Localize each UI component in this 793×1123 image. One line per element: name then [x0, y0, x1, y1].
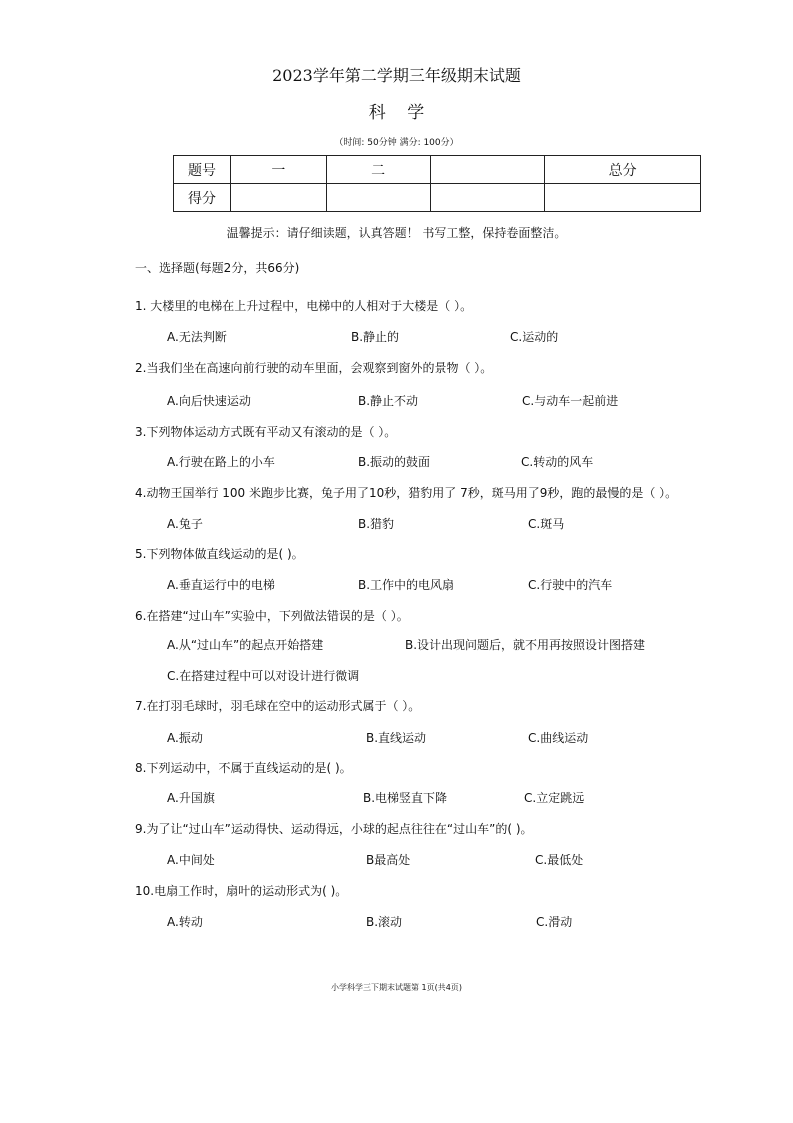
- question-text: 9.为了让“过山车”运动得快、运动得远，小球的起点往往在“过山车”的( )。: [135, 822, 533, 836]
- question-text: 1. 大楼里的电梯在上升过程中，电梯中的人相对于大楼是（ ）。: [135, 299, 473, 313]
- option-a[interactable]: A.振动: [167, 731, 203, 745]
- option-a[interactable]: A.转动: [167, 915, 203, 929]
- option-a[interactable]: A.从“过山车”的起点开始搭建: [167, 638, 324, 652]
- option-b[interactable]: B.直线运动: [366, 731, 427, 745]
- option-a[interactable]: A.兔子: [167, 517, 203, 531]
- question-text: 5.下列物体做直线运动的是( )。: [135, 547, 304, 561]
- score-cell: [430, 156, 545, 184]
- score-input-cell[interactable]: [430, 184, 545, 212]
- score-input-cell[interactable]: [230, 184, 326, 212]
- score-input-cell[interactable]: [326, 184, 430, 212]
- score-cell: 总分: [545, 156, 701, 184]
- score-table-score-row: [174, 184, 701, 212]
- page-footer: 小学科学三下期末试题第 1页(共4页): [331, 983, 462, 992]
- score-table: [173, 155, 701, 212]
- option-c[interactable]: C.最低处: [535, 853, 584, 867]
- score-cell: 一: [230, 156, 326, 184]
- question-text: 6.在搭建“过山车”实验中，下列做法错误的是（ ）。: [135, 609, 409, 623]
- score-cell: 题号: [174, 156, 231, 184]
- question-text: 4.动物王国举行 100 米跑步比赛，兔子用了10秒，猎豹用了 7秒，斑马用了9秒，跑的最慢的是（ ）。: [135, 486, 678, 500]
- score-input-cell[interactable]: [545, 184, 701, 212]
- exam-meta: （时间: 50分钟 满分: 100分）: [334, 138, 459, 148]
- option-c[interactable]: C.立定跳远: [524, 791, 585, 805]
- option-a[interactable]: A.向后快速运动: [167, 394, 251, 408]
- section-heading: 一、选择题(每题2分，共66分): [135, 261, 300, 275]
- question-text: 3.下列物体运动方式既有平动又有滚动的是（ ）。: [135, 425, 397, 439]
- question-text: 8.下列运动中，不属于直线运动的是( )。: [135, 761, 352, 775]
- option-a[interactable]: A.中间处: [167, 853, 215, 867]
- option-b[interactable]: B.静止的: [351, 330, 400, 344]
- question-text: 7.在打羽毛球时，羽毛球在空中的运动形式属于（ ）。: [135, 699, 421, 713]
- option-a[interactable]: A.行驶在路上的小车: [167, 455, 275, 469]
- option-c[interactable]: C.曲线运动: [528, 731, 589, 745]
- option-b[interactable]: B.电梯竖直下降: [363, 791, 448, 805]
- option-c[interactable]: C.与动车一起前进: [522, 394, 619, 408]
- option-b[interactable]: B.工作中的电风扇: [358, 578, 455, 592]
- option-b[interactable]: B最高处: [366, 853, 411, 867]
- score-cell: 得分: [174, 184, 231, 212]
- option-c[interactable]: C.行驶中的汽车: [528, 578, 613, 592]
- option-c[interactable]: C.斑马: [528, 517, 565, 531]
- score-cell: 二: [326, 156, 430, 184]
- option-a[interactable]: A.垂直运行中的电梯: [167, 578, 275, 592]
- option-c[interactable]: C.运动的: [510, 330, 559, 344]
- option-b[interactable]: B.静止不动: [358, 394, 419, 408]
- question-text: 10.电扇工作时，扇叶的运动形式为( )。: [135, 884, 348, 898]
- option-a[interactable]: A.无法判断: [167, 330, 227, 344]
- option-c[interactable]: C.转动的风车: [521, 455, 594, 469]
- option-b[interactable]: B.滚动: [366, 915, 403, 929]
- exam-subject: 科 学: [368, 103, 433, 123]
- question-text: 2.当我们坐在高速向前行驶的动车里面，会观察到窗外的景物（ ）。: [135, 361, 493, 375]
- reminder-tip: 温馨提示：请仔细读题，认真答题！ 书写工整，保持卷面整洁。: [226, 226, 567, 240]
- option-b[interactable]: B.振动的鼓面: [358, 455, 431, 469]
- option-a[interactable]: A.升国旗: [167, 791, 215, 805]
- exam-title: 2023学年第二学期三年级期末试题: [272, 66, 521, 85]
- option-b[interactable]: B.设计出现问题后，就不用再按照设计图搭建: [405, 638, 646, 652]
- score-table-header-row: [174, 156, 701, 184]
- option-b[interactable]: B.猎豹: [358, 517, 395, 531]
- option-c[interactable]: C.滑动: [536, 915, 573, 929]
- option-c[interactable]: C.在搭建过程中可以对设计进行微调: [167, 669, 360, 683]
